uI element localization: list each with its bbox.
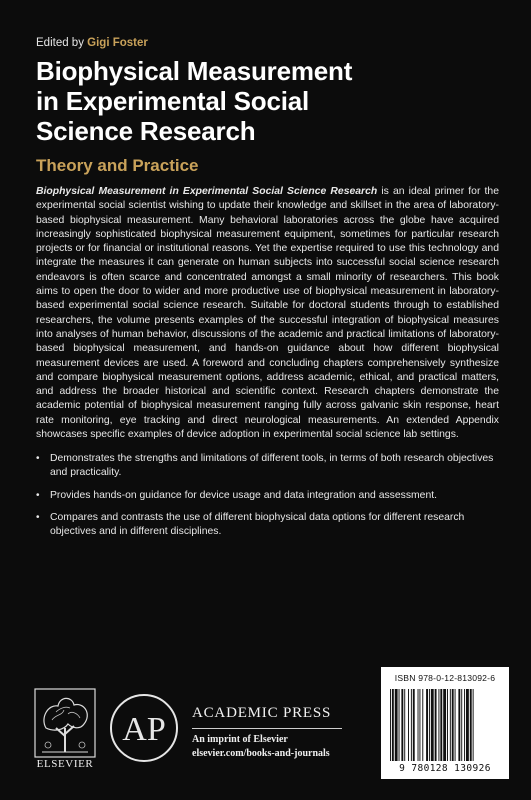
feature-list [36,452,499,547]
title-line-2: in Experimental Social [36,86,310,116]
title-line-1: Biophysical Measurement [36,56,353,86]
isbn-label: ISBN 978-0-12-813092-6 [394,673,496,683]
bullet-icon: • [36,511,40,523]
book-subtitle: Theory and Practice [36,156,199,175]
logo-initials: AP [122,711,166,748]
bullet-icon: • [36,489,40,501]
list-item-text: Demonstrates the strengths and limitations of different tools, in terms of both research objectives and practicality. [50,453,494,479]
publisher-imprint: An imprint of Elsevier [192,734,288,745]
barcode-icon [389,689,501,761]
list-item-text: Provides hands-on guidance for device usage and data integration and assessment. [50,489,438,501]
list-item-text: Compares and contrasts the use of different biophysical data options for different research objectives and in different disciplines. [50,511,465,538]
title-line-3: Science Research [36,116,256,146]
bullet-icon: • [36,453,40,464]
description-lead-title: Biophysical Measurement in Experimental Social Science Research [36,186,378,197]
academic-press-logo [108,692,180,764]
book-title [36,56,506,146]
publisher-divider [192,728,342,729]
list-item [36,511,499,540]
publisher-name: ACADEMIC PRESS [192,705,332,721]
list-item [36,452,499,481]
editor-name: Gigi Foster [87,37,148,49]
list-item [36,489,499,503]
elsevier-wordmark: ELSEVIER [36,758,94,770]
publisher-url: elsevier.com/books-and-journals [192,748,330,759]
isbn-barcode-box [381,667,509,779]
description-body: is an ideal primer for the experimental social scientist wishing to update their knowledge and skillset in the area of laboratory-based biophysical measurement. Many behavioral laboratories across the globe have acquired increasingly sophisticated biophysical measurement equipment, sometimes for particular research projects or for financial or institutional reasons. Yet the expertise required to use this technology and integrate the measures it can generate on human subjects into successful social science research endeavors is often scarce and concentrated amongst a small minority of researchers. This book aims to open the door to wider and more productive use of biophysical measurement in laboratory-based experimental social science research. Suitable for doctoral students through to established researchers, the volume presents examples of the successful integration of biophysical measures into analyses of human behavior, discussions of the academic and practical limitations of laboratory-based biophysical measurement, and hands-on guidance about how different biophysical measurement devices are used. A foreword and concluding chapters comprehensively synthesize and compare biophysical measurement options, address academic, ethical, and practical matters, and address the broader historical and scientific context. Research chapters demonstrate the academic potential of biophysical measurement ranging fully across galvanic skin response, heart rate monitoring, eye tracking and direct neurological measurements. An extended Appendix showcases specific examples of device adoption in experimental social science lab settings. [36,186,499,441]
editor-credit [36,37,148,49]
book-description [36,185,499,442]
elsevier-tree-logo [34,688,96,758]
editor-prefix: Edited by [36,37,88,49]
barcode-number: 9 780128 130926 [399,763,491,774]
